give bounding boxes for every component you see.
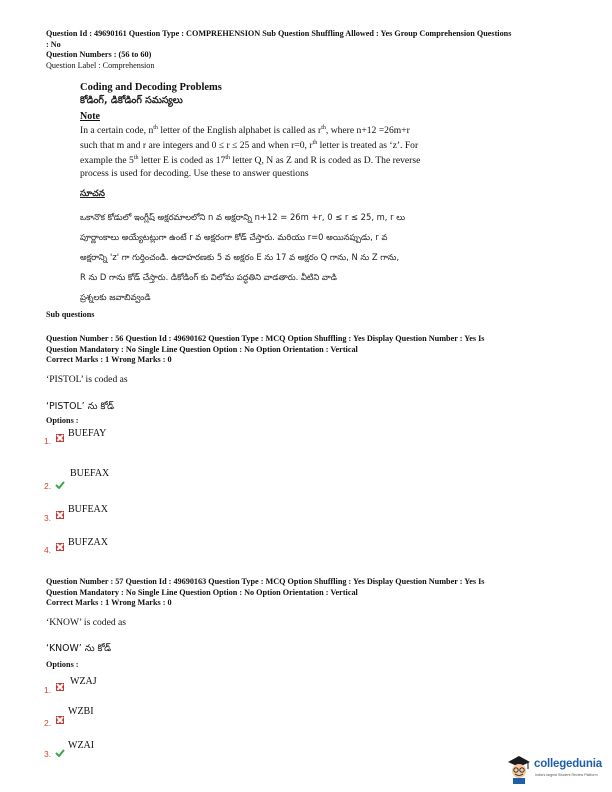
q56-marks: Correct Marks : 1 Wrong Marks : 0 (46, 355, 172, 364)
telugu-note-line: అక్షరాన్ని 'z' గా గుర్తించండి. ఉదాహరణకు 5 వ అక్షరం E ను 17 వ అక్షరం Q గాను, N ను Z గాను, (80, 251, 400, 262)
q57-text-en: ‘KNOW’ is coded as (46, 617, 127, 628)
question-label: Question Label : Comprehension (46, 60, 155, 70)
question-57-meta (46, 577, 581, 609)
note-line: In a certain code, $n^{th}$ letter of the English alphabet is called as $r^{th}$, where n+12 =26m+r (80, 125, 410, 137)
q56-option-1[interactable] (44, 428, 107, 449)
wrong-icon (56, 434, 64, 442)
telugu-note-line: పూర్ణాంకాలు అయ్యేటట్లుగా ఉంటే r వ అక్షరంగా కోడ్ చేస్తారు. మరియు r=0 అయినప్పుడు, r వ (80, 231, 388, 242)
q56-options-label: Options : (46, 416, 79, 425)
telugu-note-line: ఒకానొక కోడులో ఇంగ్లీష్ అక్షరమాలలోని n వ అక్షరాన్ని n+12 = 26m +r, 0 ≤ r ≤ 25, m, r లు (80, 211, 406, 222)
mascot-icon (506, 754, 532, 784)
telugu-note-heading: సూచన (80, 188, 105, 199)
q56-option-4[interactable] (44, 537, 109, 558)
note-line: example the 5th letter E is coded as 17th letter Q, N as Z and R is coded as D. The reverse (80, 155, 421, 167)
option-text: WZAI (68, 740, 95, 751)
comprehension-passage (80, 82, 500, 307)
option-text: BUEFAX (70, 468, 110, 479)
q57-meta-line2: Question Mandatory : No Single Line Question Option : No Option Orientation : Vertical (46, 587, 358, 597)
question-header (46, 29, 581, 71)
q56-meta-line2: Question Mandatory : No Single Line Question Option : No Option Orientation : Vertical (46, 344, 358, 354)
note-line: process is used for decoding. Use these to answer questions (80, 167, 309, 179)
correct-check-icon (55, 749, 65, 757)
telugu-note-line: R ను D గాను కోడ్ చేస్తారు. డికోడింగ్ కు విలోమ పద్ధతిని వాడతారు. వీటిని వాడి (80, 271, 337, 282)
wrong-icon (56, 543, 64, 551)
option-text: WZBI (68, 706, 94, 717)
note-body (80, 122, 500, 180)
q57-marks: Correct Marks : 1 Wrong Marks : 0 (46, 598, 172, 607)
header-line2: : No (46, 39, 61, 49)
telugu-note-line: ప్రశ్నలకు జవాబివ్వండి (80, 291, 151, 302)
correct-check-icon (55, 481, 65, 489)
option-number: 4. (44, 545, 52, 555)
question-56-meta (46, 334, 581, 366)
option-text: BUFZAX (68, 537, 109, 548)
logo-text: collegedunia (534, 758, 602, 770)
collegedunia-logo (506, 752, 606, 788)
q56-meta-line1: Question Number : 56 Question Id : 49690162 Question Type : MCQ Option Shuffling : Yes Display Question Number : Yes Is (46, 334, 485, 343)
passage-title-en: Coding and Decoding Problems (80, 82, 222, 93)
option-text: BUEFAY (68, 428, 107, 439)
q57-option-1[interactable] (44, 676, 97, 698)
question-numbers: Question Numbers : (56 to 60) (46, 50, 152, 59)
q57-option-2[interactable] (44, 706, 94, 731)
q56-text-en: ‘PISTOL’ is coded as (46, 374, 128, 385)
option-number: 2. (44, 718, 52, 728)
sub-questions-label: Sub questions (46, 310, 95, 319)
option-number: 1. (44, 685, 52, 695)
option-number: 3. (44, 513, 52, 523)
header-line1: Question Id : 49690161 Question Type : COMPREHENSION Sub Question Shuffling Allowed : Yes Group Comprehension Questions (46, 29, 512, 38)
option-number: 3. (44, 749, 52, 759)
q56-option-2[interactable] (44, 468, 110, 494)
q57-meta-line1: Question Number : 57 Question Id : 49690163 Question Type : MCQ Option Shuffling : Yes Display Question Number : Yes Is (46, 577, 485, 586)
wrong-icon (56, 716, 64, 724)
note-heading: Note (80, 111, 100, 122)
q57-option-3[interactable] (44, 740, 95, 762)
q56-text-te: ‘PISTOL’ ను కోడ్ (46, 401, 115, 412)
note-line: such that m and r are integers and 0 ≤ r ≤ 25 and when r=0, $r^{th}$ letter is treated as ‘z’. For (80, 140, 419, 152)
wrong-icon (56, 683, 64, 691)
option-text: WZAJ (70, 676, 97, 687)
option-text: BUFEAX (68, 504, 109, 515)
passage-title-te: కోడింగ్, డికోడింగ్ సమస్యలు (80, 95, 183, 106)
telugu-note-body (80, 207, 500, 307)
q56-option-3[interactable] (44, 504, 109, 526)
option-number: 1. (44, 436, 52, 446)
q57-options-label: Options : (46, 660, 79, 669)
q57-text-te: ‘KNOW’ ను కోడ్ (46, 643, 112, 654)
wrong-icon (56, 511, 64, 519)
logo-tagline: India's largest Student Review Platform (535, 773, 598, 777)
option-number: 2. (44, 481, 52, 491)
